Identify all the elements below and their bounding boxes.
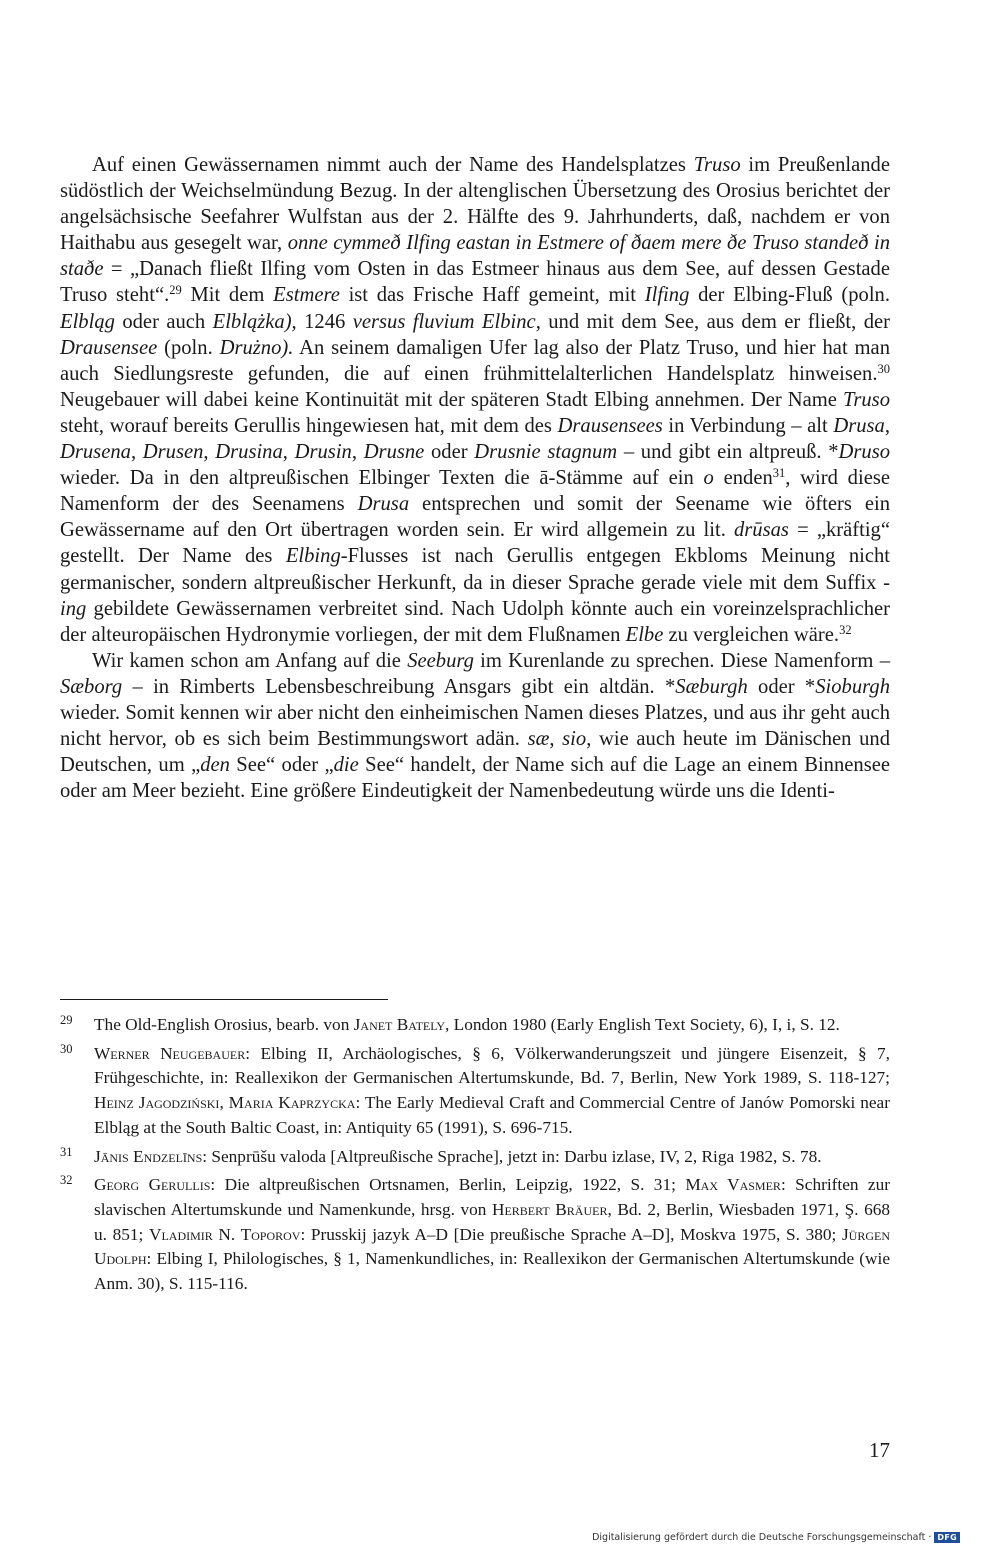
italic-term: Drusen [142,441,204,464]
text-run: An seinem damaligen Ufer lag also der Platz Truso, und hier hat man auch Siedlungsreste gefunden, die auf einen frühmittelalterlichen Handelsplatz hinweisen. [60,336,890,385]
author-name: Janet Bately [353,1015,446,1034]
text-run: Neugebauer will dabei keine Kontinuität mit der späteren Stadt Elbing annehmen. Der Name [60,388,844,411]
footnote-ref: 32 [839,622,852,637]
text-run: , [549,728,563,751]
text-run: gebildete Gewässernamen verbreitet sind. Nach Udolph könnte auch ein voreinzelsprachlicher der alteuropäischen Hydronymie vorliegen, der mit dem Flußnamen [60,597,890,646]
text-run: zu vergleichen wäre. [663,623,840,646]
italic-term: Drausensees [557,414,663,437]
text-run: 1246 [296,310,353,333]
text-run: Auf einen Gewässernamen nimmt auch der Name des Handelsplatzes [92,154,694,176]
italic-term: Estmere [273,284,340,307]
text-run: , [203,441,216,464]
italic-term: Elblążka), [212,310,297,333]
text-run: , und mit dem See, aus dem er fließt, der [535,310,891,333]
footnote-ref: 30 [877,361,890,376]
text-run: : The Early Medieval Craft and Commercial Centre of Janów Pomorski near Elbląg at the South Baltic Coast, in: Antiquity 65 (1991), S. 696-715. [94,1093,890,1137]
footnote [60,1173,890,1297]
paragraph [60,152,890,648]
italic-term: sæ [527,728,550,751]
text-run: entsprechen und somit der Seename wie öfters ein Gewässername auf den Ort übertragen worden sein. Er wird allgemein zu lit. [60,493,890,542]
italic-term: drūsas [734,519,789,542]
footnote [60,1013,890,1038]
author-name: Heinz Jagodziński [94,1093,220,1113]
italic-term: versus fluvium Elbinc [352,310,536,333]
text-run: : Elbing I, Philologisches, § 1, Namenkundliches, in: Reallexikon der Germanischen Altertumskunde (wie Anm. 30), S. 115-116. [94,1249,890,1294]
text-run: See“ oder „ [229,754,334,777]
italic-term: Drusa [833,414,885,437]
italic-term: Truso [693,154,741,176]
author-name: Vladimir N. Toporov [148,1224,301,1244]
italic-term: onne cymmeð Ilfing eastan in Estmere of ðaem mere ðe Truso standeð in staðe [60,232,890,281]
footnote [60,1145,890,1170]
text-run: , Bd. 2, Berlin, Wiesbaden 1971, Ş. 668 u. 851; [94,1199,891,1244]
text-run: : Prusskij jazyk A–D [Die preußische Sprache A–D], Moskva 1975, S. 380; [300,1224,842,1244]
italic-term: Drusin [294,441,352,464]
italic-term: Sæburgh [675,675,748,698]
italic-term: Seeburg [407,649,474,672]
text-run: – in Rimberts Lebensbeschreibung Ansgars gibt ein altdän. * [122,675,676,698]
paragraph [60,648,890,805]
text-run: , [219,1093,229,1113]
italic-term: Drusa [357,493,410,516]
author-name: Max Vasmer [685,1175,781,1195]
footnote [60,1042,890,1141]
text-run: enden [713,467,773,490]
italic-term: Elbe [625,623,664,646]
italic-term: Elbing [285,545,341,568]
italic-term: Druso [838,441,891,464]
text-run: , London 1980 (Early English Text Society, 6), I, i, S. 12. [445,1015,840,1034]
text-run: , wie auch heute im Dänischen und Deutschen, um „ [60,728,890,777]
footnote-number: 32 [60,1173,73,1188]
italic-term: den [200,754,230,777]
italic-term: sio [562,728,587,751]
italic-term: Sioburgh [815,675,890,698]
footnotes [60,1013,890,1301]
digitization-credit [592,1532,960,1543]
text-run: der Elbing-Fluß (poln. [689,284,890,307]
text-run: = „Danach fließt Ilfing vom Osten in das Estmeer hinaus aus dem See, auf dessen Gestade Truso steht“. [60,258,890,307]
italic-term: Sæborg [60,675,123,698]
footnote-divider [60,999,388,1000]
footnote-ref: 31 [772,466,786,481]
italic-term: Drusne [363,441,425,464]
text-run: Wir kamen schon am Anfang auf die [92,649,408,672]
text-run: : Senprūšu valoda [Altpreußische Sprache], jetzt in: Darbu izlase, IV, 2, Riga 1982, S. 78. [202,1146,822,1166]
italic-term: Drusnie stagnum [474,441,618,464]
text-run: : Schriften zur slavischen Altertumskunde und Namenkunde, hrsg. von [94,1175,891,1219]
text-run: The Old-English Orosius, bearb. von [94,1015,354,1034]
text-run: im Preußenlande südöstlich der Weichselmündung Bezug. In der altenglischen Übersetzung des Orosius berichtet der angelsächsische Seefahrer Wulfstan aus der 2. Hälfte des 9. Jahrhunderts, daß, nachdem er von Haithabu aus gesegelt war, [60,154,890,255]
text-run: wieder. Da in den altpreußischen Elbinger Texten die ā-Stämme auf ein [60,467,704,490]
text-run: in Verbindung – alt [662,414,834,437]
author-name: Maria Kaprzycka [228,1093,356,1113]
author-name: Jānis Endzelīns [94,1146,203,1166]
italic-term: Elbląg [60,310,115,333]
text-run: steht, worauf bereits Gerullis hingewiesen hat, mit dem des [60,414,558,437]
italic-term: Drusina [215,441,283,464]
text-run: = „kräftig“ gestellt. Der Name des [60,519,890,568]
text-run: , [130,441,143,464]
text-run: See“ handelt, der Name sich auf die Lage an einem Binnensee oder am Meer bezieht. Eine größere Eindeutigkeit der Namenbedeutung würde uns die Identi- [60,754,891,803]
credit-text: Digitalisierung gefördert durch die Deutsche Forschungsgemeinschaft · [592,1532,932,1543]
text-run: , wird diese Namenform der des Seenamens [60,467,890,516]
dfg-logo-icon: DFG [934,1532,960,1543]
text-run: ist das Frische Haff gemeint, mit [339,284,645,307]
italic-term: Ilfing [644,284,690,307]
author-name: Werner Neugebauer [94,1043,246,1063]
text-run: im Kurenlande zu sprechen. Diese Namenform – [473,649,890,672]
italic-term: o [703,467,714,490]
text-run: wieder. Somit kennen wir aber nicht den einheimischen Namen dieses Platzes, und aus ihr geht auch nicht hervor, ob es sich beim Bestimmungswort adän. [60,701,890,751]
footnote-number: 30 [60,1041,73,1056]
text-run: oder [424,441,475,464]
text-run: oder * [747,675,816,698]
page-number: 17 [869,1438,890,1462]
text-run: – und gibt ein altpreuß. * [617,441,839,464]
italic-term: Drusena [60,441,131,464]
text-run: : Elbing II, Archäologisches, § 6, Völkerwanderungszeit und jüngere Eisenzeit, § 7, Frühgeschichte, in: Reallexikon der Germanischen Altertumskunde, Bd. 7, Berlin, New York 1989, S. 118-127; [94,1043,891,1088]
text-run: oder auch [114,310,213,333]
text-run: : Die altpreußischen Ortsnamen, Berlin, Leipzig, 1922, S. 31; [210,1175,686,1195]
footnote-ref: 29 [169,283,182,298]
main-text [60,152,890,804]
text-run: , [282,441,295,464]
text-run: (poln. [157,336,220,359]
author-name: Jürgen Udolph [94,1224,890,1269]
author-name: Herbert Bräuer [491,1199,608,1219]
footnote-number: 29 [60,1013,73,1027]
italic-term: Drużno). [219,336,294,359]
text-run: , [884,414,891,437]
text-run: Mit dem [181,284,274,307]
italic-term: -ing [60,571,890,620]
italic-term: die [333,754,359,777]
author-name: Georg Gerullis [94,1175,211,1195]
italic-term: Drausensee [60,336,158,359]
text-run: -Flusses ist nach Gerullis entgegen Ekbloms Meinung nicht germanischer, sondern altpreußischer Herkunft, da in dieser Sprache gerade viele mit dem Suffix [60,545,891,594]
text-run: , [351,441,364,464]
italic-term: Truso [843,388,890,411]
footnote-number: 31 [60,1144,73,1159]
